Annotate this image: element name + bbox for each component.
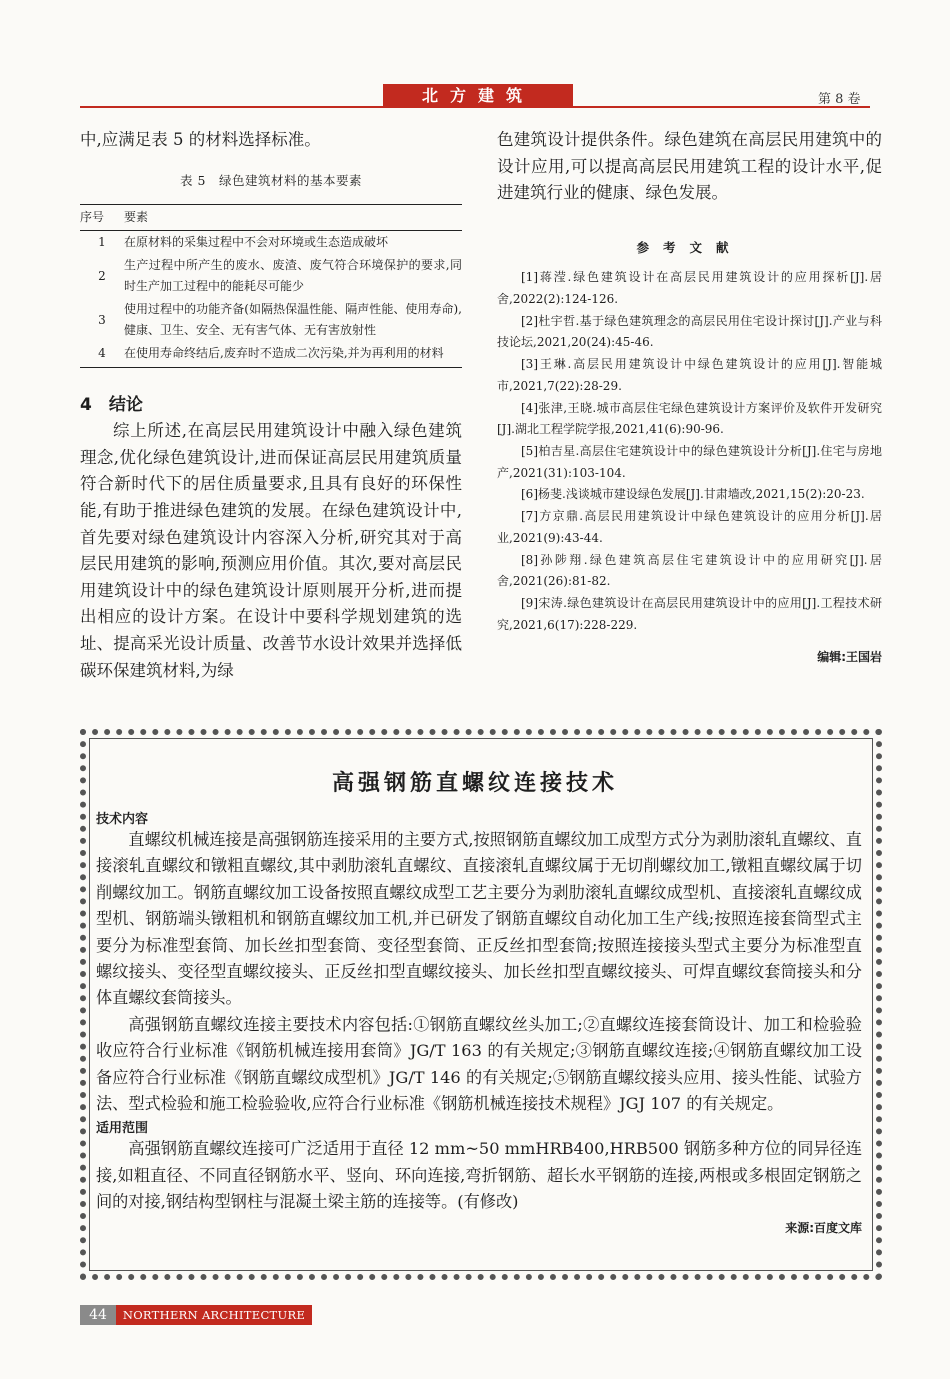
continuation-paragraph: 色建筑设计提供条件。绿色建筑在高层民用建筑中的设计应用,可以提高高层民用建筑工程的设计水平,促进建筑行业的健康、绿色发展。 bbox=[497, 130, 882, 203]
subheading-scope: 适用范围 bbox=[96, 1121, 149, 1137]
box-paragraph: 高强钢筋直螺纹连接可广泛适用于直径 12 mm~50 mmHRB400,HRB500 钢筋多种方位的同异径连接,如粗直径、不同直径钢筋水平、竖向、环向连接,弯折钢筋、超长水平钢筋的连接,两根或多根固定钢筋之间的对接,钢结构型钢柱与混凝土梁主筋的连接等。(有修改) bbox=[96, 1139, 862, 1212]
editor-credit: 编辑:王国岩 bbox=[817, 650, 882, 665]
row-number: 2 bbox=[98, 268, 106, 283]
row-number: 4 bbox=[80, 342, 124, 368]
left-column bbox=[80, 127, 462, 684]
source-credit: 来源:百度文库 bbox=[785, 1220, 862, 1235]
reference-item: [1]蒋滢.绿色建筑设计在高层民用建筑设计的应用探析[J].居舍,2022(2):124-126. bbox=[497, 270, 882, 307]
header-rule bbox=[80, 106, 870, 108]
journal-header-band: 北方建筑 bbox=[383, 84, 573, 108]
row-text: 生产过程中所产生的废水、废渣、废气符合环境保护的要求,同时生产加工过程中的能耗尽可能少 bbox=[124, 258, 462, 294]
boxed-article-title: 高强钢筋直螺纹连接技术 bbox=[331, 770, 618, 796]
intro-line: 中,应满足表 5 的材料选择标准。 bbox=[80, 130, 321, 149]
journal-name-english: NORTHERN ARCHITECTURE bbox=[116, 1305, 312, 1325]
reference-item: [6]杨斐.浅谈城市建设绿色发展[J].甘肃墙改,2021,15(2):20-23. bbox=[521, 487, 865, 502]
table-header-element: 要素 bbox=[124, 205, 462, 231]
reference-item: [4]张津,王晓.城市高层住宅绿色建筑设计方案评价及软件开发研究[J].湖北工程学院学报,2021,41(6):90-96. bbox=[497, 400, 882, 437]
row-text: 使用过程中的功能齐备(如隔热保温性能、隔声性能、使用寿命),健康、卫生、安全、无有害气体、无有害放射性 bbox=[124, 302, 462, 338]
box-paragraph: 直螺纹机械连接是高强钢筋连接采用的主要方式,按照钢筋直螺纹加工成型方式分为剥肋滚轧直螺纹、直接滚轧直螺纹和镦粗直螺纹,其中剥肋滚轧直螺纹、直接滚轧直螺纹属于无切削螺纹加工,镦粗直螺纹属于切削螺纹加工。钢筋直螺纹加工设备按照直螺纹成型工艺主要分为剥肋滚轧直螺纹成型机、直接滚轧直螺纹成型机、钢筋端头镦粗机和钢筋直螺纹加工机,并已研发了钢筋直螺纹自动化加工生产线;按照连接套筒型式主要分为标准型套筒、加长丝扣型套筒、变径型套筒、正反丝扣型套筒;按照连接接头型式主要分为标准型直螺纹接头、变径型直螺纹接头、正反丝扣型直螺纹接头、加长丝扣型直螺纹接头、可焊直螺纹套筒接头和分体直螺纹套筒接头。 bbox=[96, 830, 862, 1008]
volume-label: 第 8 卷 bbox=[818, 92, 861, 107]
table-row bbox=[80, 342, 462, 368]
row-number: 1 bbox=[98, 235, 106, 250]
materials-table bbox=[80, 204, 462, 368]
row-number: 3 bbox=[98, 312, 106, 327]
box-paragraph: 高强钢筋直螺纹连接主要技术内容包括:①钢筋直螺纹丝头加工;②直螺纹连接套筒设计、加工和检验验收应符合行业标准《钢筋机械连接用套筒》JG/T 163 的有关规定;③钢筋直螺纹连接;④钢筋直螺纹加工设备应符合行业标准《钢筋直螺纹成型机》JG/T 146 的有关规定;⑤钢筋直螺纹接头应用、接头性能、试验方法、型式检验和施工检验验收,应符合行业标准《钢筋机械连接技术规程》JGJ 107 的有关规定。 bbox=[96, 1014, 862, 1114]
reference-item: [5]柏吉星.高层住宅建筑设计中的绿色建筑设计分析[J].住宅与房地产,2021(31):103-104. bbox=[497, 444, 882, 480]
boxed-article-body bbox=[96, 808, 862, 1236]
table-row bbox=[80, 298, 462, 342]
table-caption: 表 5 绿色建筑材料的基本要素 bbox=[180, 172, 362, 188]
reference-item: [2]杜宇哲.基于绿色建筑理念的高层民用住宅设计探讨[J].产业与科技论坛,2021,20(24):45-46. bbox=[497, 313, 882, 350]
reference-item: [7]方京鼎.高层民用建筑设计中绿色建筑设计的应用分析[J].居业,2021(9):43-44. bbox=[497, 509, 882, 545]
reference-item: [3]王琳.高层民用建筑设计中绿色建筑设计的应用[J].智能城市,2021,7(22):28-29. bbox=[497, 357, 882, 393]
subheading-tech-content: 技术内容 bbox=[96, 812, 149, 827]
table-row bbox=[80, 254, 462, 298]
reference-item: [8]孙陟翔.绿色建筑高层住宅建筑设计中的应用研究[J].居舍,2021(26):81-82. bbox=[497, 552, 882, 589]
reference-item: [9]宋涛.绿色建筑设计在高层民用建筑设计中的应用[J].工程技术研究,2021,6(17):228-229. bbox=[497, 595, 882, 632]
page-number: 44 bbox=[80, 1305, 116, 1325]
references-title: 参考文献 bbox=[636, 239, 743, 255]
conclusion-paragraph: 综上所述,在高层民用建筑设计中融入绿色建筑理念,优化绿色建筑设计,进而保证高层民用建筑质量符合新时代下的居住质量要求,且具有良好的环保性能,有助于推进绿色建筑的发展。在绿色建筑设计中,首先要对绿色建筑设计内容深入分析,研究其对于高层民用建筑的影响,预测应用价值。其次,要对高层民用建筑设计中的绿色建筑设计原则展开分析,进而提出相应的设计方案。在设计中要科学规划建筑的选址、提高采光设计质量、改善节水设计效果并选择低碳环保建筑材料,为绿 bbox=[80, 421, 462, 680]
row-text: 在原材料的采集过程中不会对环境或生态造成破坏 bbox=[124, 235, 389, 250]
right-column bbox=[497, 127, 882, 671]
table-header-number: 序号 bbox=[80, 205, 124, 231]
section-title-conclusion: 4 结论 bbox=[80, 395, 143, 416]
row-text: 在使用寿命终结后,废弃时不造成二次污染,并为再利用的材料 bbox=[124, 342, 462, 368]
table-row bbox=[80, 231, 462, 255]
